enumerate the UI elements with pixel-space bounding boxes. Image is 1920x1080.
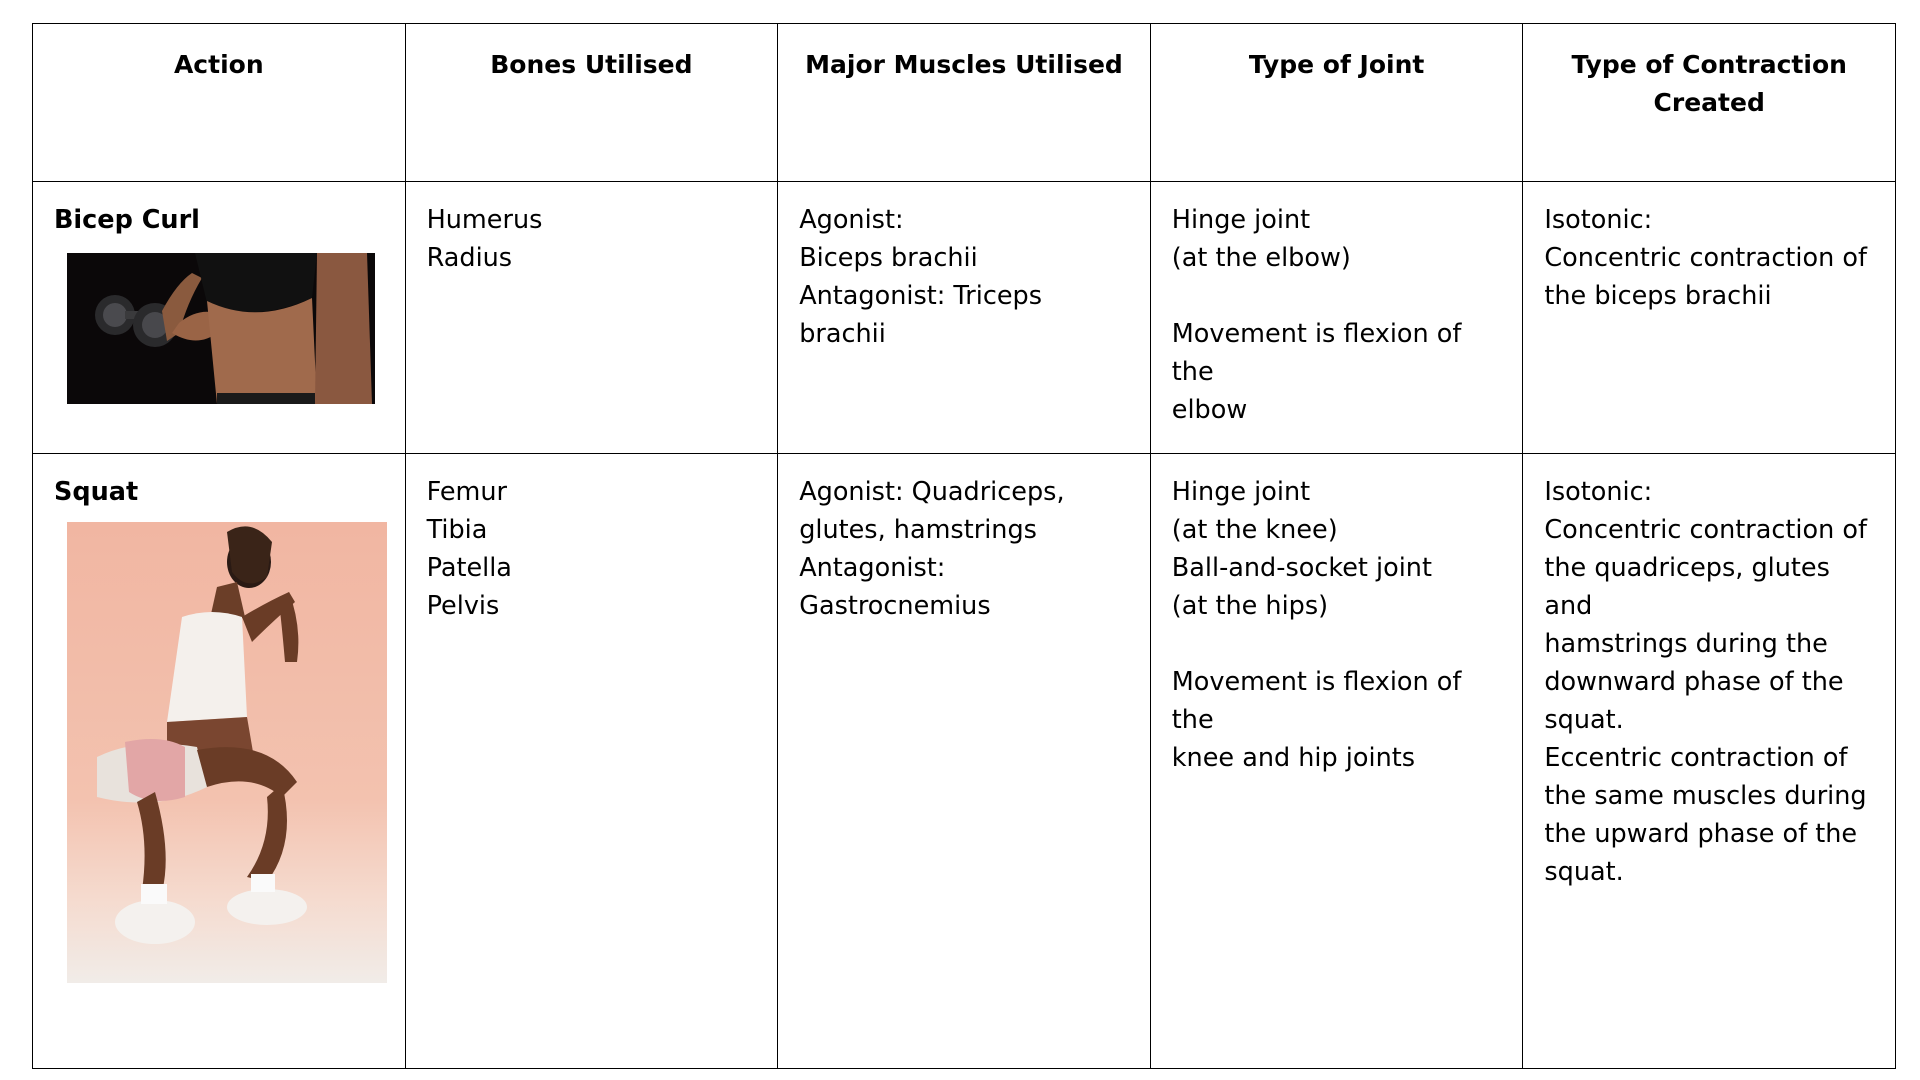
joint-gap — [1172, 625, 1503, 663]
contraction-cell — [1523, 182, 1896, 454]
contraction-line: the upward phase of the — [1544, 819, 1858, 849]
bone-item: Patella — [426, 553, 512, 583]
contraction-line: downward phase of the — [1544, 667, 1844, 697]
contraction-cell — [1523, 454, 1896, 1069]
table-row — [33, 182, 1896, 454]
header-bones: Bones Utilised — [405, 24, 778, 182]
joint-cell — [1150, 454, 1523, 1069]
contraction-line: hamstrings during the — [1544, 629, 1828, 659]
muscle-line: Antagonist: Gastrocnemius — [799, 553, 991, 621]
contraction-line: Concentric contraction of — [1544, 515, 1867, 545]
muscle-line: Agonist: — [799, 205, 904, 235]
joint-line: Hinge joint — [1171, 477, 1311, 507]
bones-cell — [405, 454, 778, 1069]
squat-photo — [67, 522, 387, 983]
joint-line: (at the hips) — [1171, 591, 1329, 621]
joint-line: knee and hip joints — [1171, 743, 1416, 773]
bone-item: Femur — [426, 477, 508, 507]
bone-item: Humerus — [426, 205, 543, 235]
anatomy-table — [32, 23, 1896, 1069]
contraction-line: Isotonic: — [1544, 205, 1653, 235]
joint-line: Hinge joint — [1171, 205, 1311, 235]
joint-cell — [1150, 182, 1523, 454]
action-name: Bicep Curl — [54, 205, 200, 235]
header-contraction: Type of Contraction Created — [1523, 24, 1896, 182]
muscle-line: glutes, hamstrings — [799, 515, 1037, 545]
bicep-curl-photo — [67, 253, 375, 404]
joint-line: Movement is flexion of the — [1171, 319, 1470, 387]
muscle-line: Biceps brachii — [799, 243, 978, 273]
header-action: Action — [33, 24, 406, 182]
contraction-line: the same muscles during — [1544, 781, 1867, 811]
muscles-cell — [778, 182, 1151, 454]
header-muscles: Major Muscles Utilised — [778, 24, 1151, 182]
joint-line: (at the elbow) — [1171, 243, 1351, 273]
joint-line: elbow — [1171, 395, 1248, 425]
header-row — [33, 24, 1896, 182]
bone-item: Tibia — [426, 515, 488, 545]
bone-item: Radius — [426, 243, 513, 273]
joint-line: Ball-and-socket joint — [1171, 553, 1432, 583]
action-name: Squat — [54, 477, 139, 507]
muscle-line: Antagonist: Triceps brachii — [799, 281, 1051, 349]
contraction-line: squat. — [1544, 857, 1624, 887]
contraction-line: Concentric contraction of — [1544, 243, 1867, 273]
contraction-line: Isotonic: — [1544, 477, 1653, 507]
contraction-line: the biceps brachii — [1544, 281, 1772, 311]
header-joint: Type of Joint — [1150, 24, 1523, 182]
joint-line: (at the knee) — [1171, 515, 1338, 545]
muscle-line: Agonist: Quadriceps, — [799, 477, 1065, 507]
bone-item: Pelvis — [426, 591, 500, 621]
joint-gap — [1172, 277, 1503, 315]
contraction-line: squat. — [1544, 705, 1624, 735]
joint-line: Movement is flexion of the — [1171, 667, 1470, 735]
table-row — [33, 454, 1896, 1069]
action-cell — [33, 182, 406, 454]
muscles-cell — [778, 454, 1151, 1069]
contraction-line: the quadriceps, glutes and — [1544, 553, 1838, 621]
bones-cell — [405, 182, 778, 454]
contraction-line: Eccentric contraction of — [1544, 743, 1848, 773]
action-cell — [33, 454, 406, 1069]
